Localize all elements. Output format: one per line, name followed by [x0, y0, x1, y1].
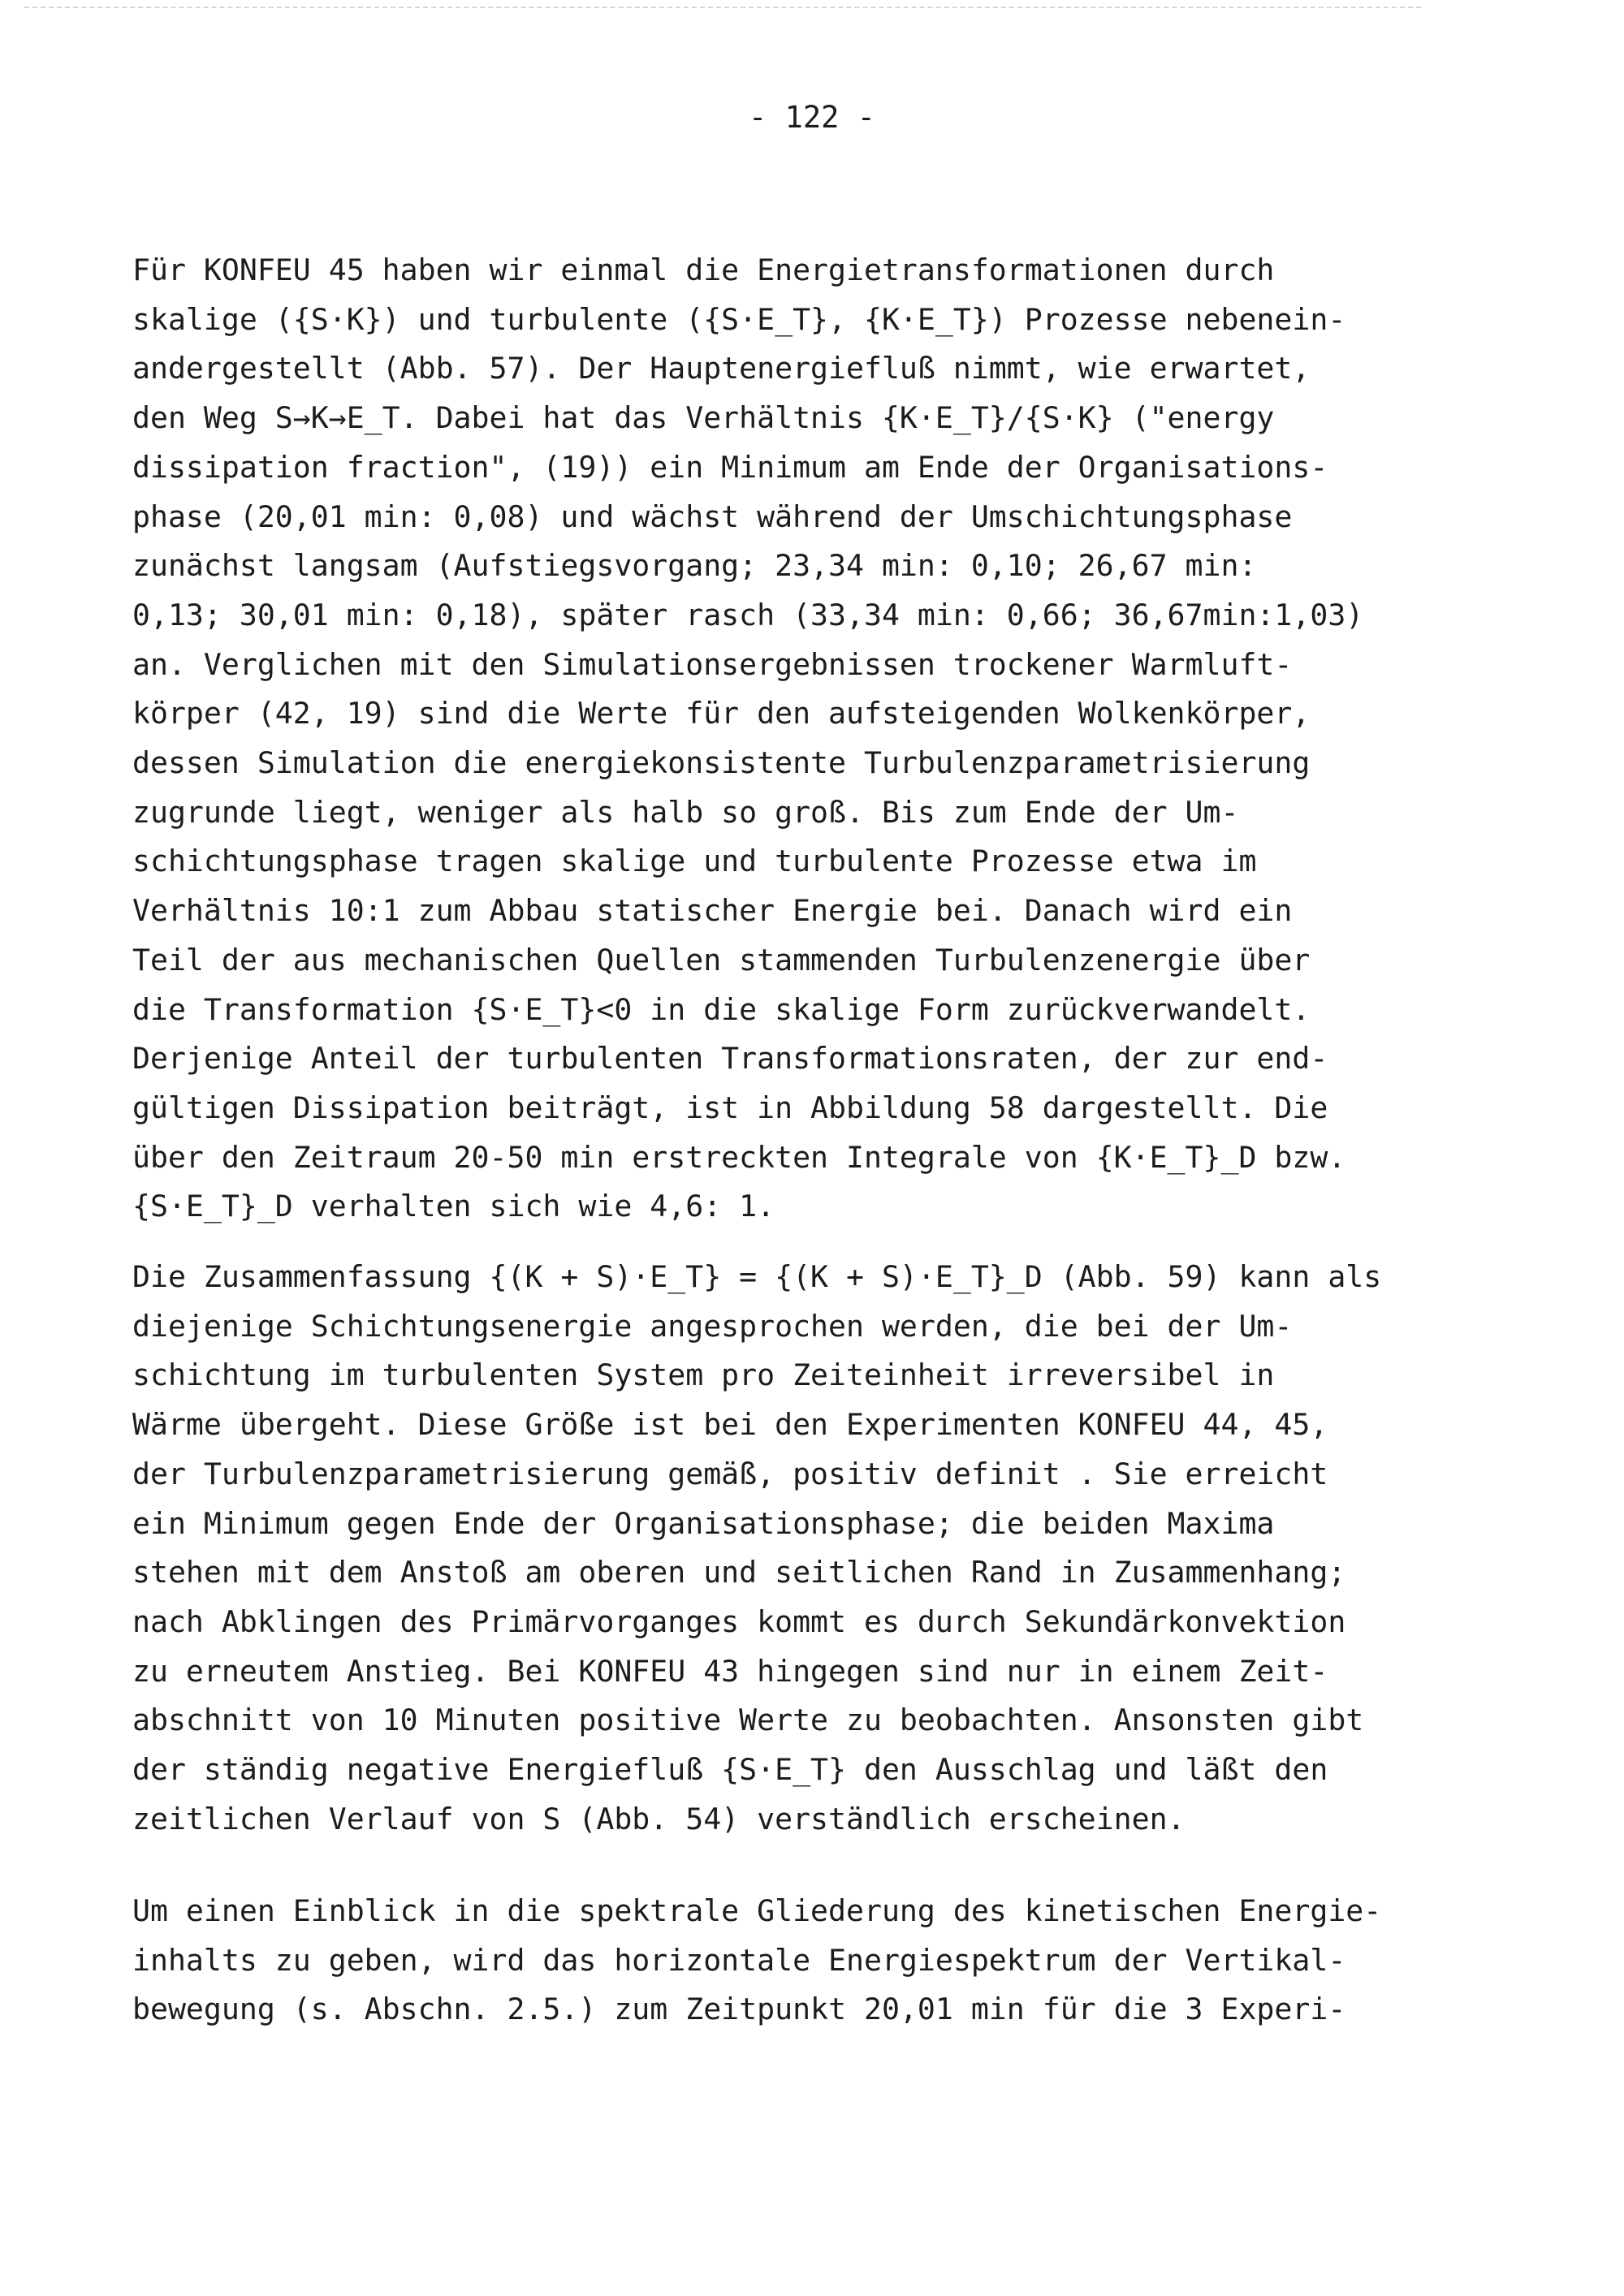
top-edge-line	[24, 6, 1421, 8]
text-line: schichtung im turbulenten System pro Zeiteinheit irreversibel in	[132, 1357, 1275, 1393]
text-line: über den Zeitraum 20-50 min erstreckten Integrale von {K·E_T}_D bzw.	[132, 1139, 1346, 1175]
text-line: körper (42, 19) sind die Werte für den aufsteigenden Wolkenkörper,	[132, 696, 1311, 732]
text-line: der ständig negative Energiefluß {S·E_T} den Ausschlag und läßt den	[132, 1752, 1328, 1788]
text-line: zugrunde liegt, weniger als halb so groß. Bis zum Ende der Um-	[132, 794, 1239, 830]
text-line: 0,13; 30,01 min: 0,18), später rasch (33,34 min: 0,66; 36,67min:1,03)	[132, 597, 1364, 632]
text-line: an. Verglichen mit den Simulationsergebnissen trockener Warmluft-	[132, 646, 1293, 682]
text-line: schichtungsphase tragen skalige und turbulente Prozesse etwa im	[132, 844, 1257, 879]
text-line: nach Abklingen des Primärvorganges kommt es durch Sekundärkonvektion	[132, 1603, 1346, 1639]
text-line: bewegung (s. Abschn. 2.5.) zum Zeitpunkt 20,01 min für die 3 Experi-	[132, 1992, 1346, 2027]
text-line: zu erneutem Anstieg. Bei KONFEU 43 hingegen sind nur in einem Zeit-	[132, 1653, 1328, 1689]
text-line: der Turbulenzparametrisierung gemäß, positiv definit . Sie erreicht	[132, 1456, 1328, 1491]
text-line: Derjenige Anteil der turbulenten Transformationsraten, der zur end-	[132, 1041, 1328, 1077]
text-line: Um einen Einblick in die spektrale Gliederung des kinetischen Energie-	[132, 1893, 1382, 1928]
text-line: Wärme übergeht. Diese Größe ist bei den Experimenten KONFEU 44, 45,	[132, 1407, 1328, 1443]
text-line: gültigen Dissipation beiträgt, ist in Abbildung 58 dargestellt. Die	[132, 1090, 1328, 1125]
text-line: andergestellt (Abb. 57). Der Hauptenergiefluß nimmt, wie erwartet,	[132, 351, 1311, 386]
text-line: abschnitt von 10 Minuten positive Werte zu beobachten. Ansonsten gibt	[132, 1703, 1364, 1738]
text-line: zunächst langsam (Aufstiegsvorgang; 23,34 min: 0,10; 26,67 min:	[132, 548, 1257, 584]
text-line: den Weg S→K→E_T. Dabei hat das Verhältnis {K·E_T}/{S·K} ("energy	[132, 400, 1275, 436]
paragraph-1	[132, 246, 1363, 1232]
paragraph-2	[132, 1253, 1381, 1844]
text-line: dissipation fraction", (19)) ein Minimum am Ende der Organisations-	[132, 449, 1328, 485]
text-line: skalige ({S·K}) und turbulente ({S·E_T}, {K·E_T}) Prozesse nebenein-	[132, 301, 1346, 337]
text-line: stehen mit dem Anstoß am oberen und seitlichen Rand in Zusammenhang;	[132, 1555, 1346, 1590]
text-line: Verhältnis 10:1 zum Abbau statischer Energie bei. Danach wird ein	[132, 893, 1293, 929]
text-line: inhalts zu geben, wird das horizontale Energiespektrum der Vertikal-	[132, 1942, 1346, 1978]
text-line: zeitlichen Verlauf von S (Abb. 54) verständlich erscheinen.	[132, 1801, 1186, 1836]
page-number: - 122 -	[749, 100, 875, 135]
text-line: die Transformation {S·E_T}<0 in die skalige Form zurückverwandelt.	[132, 991, 1311, 1027]
text-line: Die Zusammenfassung {(K + S)·E_T} = {(K + S)·E_T}_D (Abb. 59) kann als	[132, 1259, 1382, 1294]
paragraph-3	[132, 1887, 1381, 2035]
text-line: ein Minimum gegen Ende der Organisationsphase; die beiden Maxima	[132, 1505, 1275, 1541]
text-line: diejenige Schichtungsenergie angesprochen werden, die bei der Um-	[132, 1308, 1293, 1344]
text-line: {S·E_T}_D verhalten sich wie 4,6: 1.	[132, 1189, 775, 1224]
text-line: Für KONFEU 45 haben wir einmal die Energietransformationen durch	[132, 252, 1275, 287]
text-line: Teil der aus mechanischen Quellen stammenden Turbulenzenergie über	[132, 942, 1311, 978]
text-line: phase (20,01 min: 0,08) und wächst während der Umschichtungsphase	[132, 498, 1293, 534]
text-line: dessen Simulation die energiekonsistente Turbulenzparametrisierung	[132, 745, 1311, 781]
